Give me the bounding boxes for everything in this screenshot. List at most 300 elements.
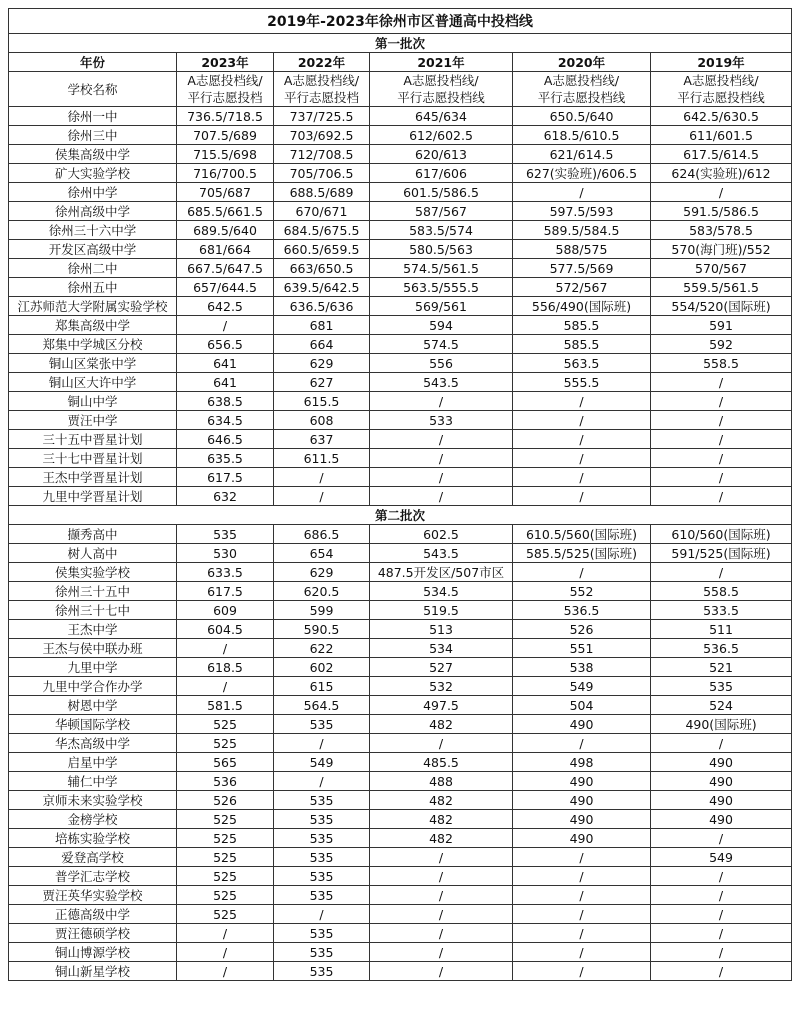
school-name-cell: 铜山区大许中学: [9, 373, 177, 392]
score-cell: /: [177, 316, 274, 335]
score-cell: /: [651, 392, 792, 411]
table-row: [9, 373, 792, 392]
year-column-header: 2019年: [651, 53, 792, 72]
score-cell: 535: [274, 829, 370, 848]
line-type-header: [513, 72, 651, 107]
school-label: 学校名称: [9, 72, 177, 107]
school-name-cell: 铜山博源学校: [9, 943, 177, 962]
score-cell: /: [370, 886, 513, 905]
table-row: [9, 905, 792, 924]
score-cell: /: [513, 563, 651, 582]
score-cell: 716/700.5: [177, 164, 274, 183]
table-row: [9, 601, 792, 620]
score-cell: 689.5/640: [177, 221, 274, 240]
school-name-cell: 金榜学校: [9, 810, 177, 829]
table-row: [9, 468, 792, 487]
table-row: [9, 487, 792, 506]
table-row: [9, 354, 792, 373]
score-cell: 681: [274, 316, 370, 335]
score-cell: 490: [513, 715, 651, 734]
school-name-cell: 开发区高级中学: [9, 240, 177, 259]
school-name-cell: 培栋实验学校: [9, 829, 177, 848]
score-cell: /: [513, 962, 651, 981]
school-name-cell: 京师未来实验学校: [9, 791, 177, 810]
score-cell: 535: [274, 943, 370, 962]
school-name-cell: 九里中学合作办学: [9, 677, 177, 696]
score-cell: 685.5/661.5: [177, 202, 274, 221]
school-name-cell: 徐州二中: [9, 259, 177, 278]
score-cell: 660.5/659.5: [274, 240, 370, 259]
score-cell: 554/520(国际班): [651, 297, 792, 316]
school-name-cell: 九里中学: [9, 658, 177, 677]
line-type-a: A志愿投档线/: [283, 73, 360, 88]
school-name-cell: 郑集中学城区分校: [9, 335, 177, 354]
score-cell: 532: [370, 677, 513, 696]
score-cell: /: [370, 943, 513, 962]
score-cell: 485.5: [370, 753, 513, 772]
score-table: [8, 8, 792, 981]
score-cell: 663/650.5: [274, 259, 370, 278]
school-name-cell: 普学汇志学校: [9, 867, 177, 886]
score-cell: 525: [177, 810, 274, 829]
score-cell: 535: [274, 810, 370, 829]
score-cell: 615: [274, 677, 370, 696]
score-cell: /: [651, 430, 792, 449]
line-type-parallel: 平行志愿投档: [187, 90, 263, 105]
score-cell: /: [370, 430, 513, 449]
table-row: [9, 753, 792, 772]
score-cell: 565: [177, 753, 274, 772]
score-cell: 622: [274, 639, 370, 658]
score-cell: 563.5/555.5: [370, 278, 513, 297]
score-cell: 587/567: [370, 202, 513, 221]
score-cell: 705/687: [177, 183, 274, 202]
table-row: [9, 107, 792, 126]
score-cell: 487.5开发区/507市区: [370, 563, 513, 582]
score-cell: 601.5/586.5: [370, 183, 513, 202]
table-row: [9, 335, 792, 354]
table-row: [9, 639, 792, 658]
score-cell: /: [513, 943, 651, 962]
school-name-cell: 侯集高级中学: [9, 145, 177, 164]
school-name-cell: 撷秀高中: [9, 525, 177, 544]
school-name-cell: 九里中学晋星计划: [9, 487, 177, 506]
score-cell: /: [651, 411, 792, 430]
score-cell: 526: [177, 791, 274, 810]
score-cell: /: [651, 563, 792, 582]
score-cell: 497.5: [370, 696, 513, 715]
year-column-header: 2022年: [274, 53, 370, 72]
score-cell: /: [513, 392, 651, 411]
score-cell: 707.5/689: [177, 126, 274, 145]
table-row: [9, 449, 792, 468]
score-cell: 535: [651, 677, 792, 696]
line-type-parallel: 平行志愿投档: [283, 90, 359, 105]
score-cell: /: [274, 468, 370, 487]
score-cell: /: [513, 905, 651, 924]
score-cell: 642.5/630.5: [651, 107, 792, 126]
score-cell: 618.5/610.5: [513, 126, 651, 145]
score-cell: 620.5: [274, 582, 370, 601]
table-row: [9, 924, 792, 943]
score-cell: /: [651, 183, 792, 202]
score-cell: /: [513, 886, 651, 905]
score-cell: 715.5/698: [177, 145, 274, 164]
score-cell: 611/601.5: [651, 126, 792, 145]
score-cell: 670/671: [274, 202, 370, 221]
table-row: [9, 525, 792, 544]
subheader-row: [9, 72, 792, 107]
table-row: [9, 316, 792, 335]
table-row: [9, 126, 792, 145]
score-cell: 538: [513, 658, 651, 677]
score-cell: 490: [513, 772, 651, 791]
school-name-cell: 徐州一中: [9, 107, 177, 126]
score-cell: 559.5/561.5: [651, 278, 792, 297]
score-cell: 611.5: [274, 449, 370, 468]
score-cell: 610/560(国际班): [651, 525, 792, 544]
table-row: [9, 734, 792, 753]
score-cell: 527: [370, 658, 513, 677]
table-row: [9, 183, 792, 202]
score-cell: 681/664: [177, 240, 274, 259]
school-name-cell: 铜山新星学校: [9, 962, 177, 981]
score-cell: /: [651, 924, 792, 943]
year-label: 年份: [9, 53, 177, 72]
line-type-a: A志愿投档线/: [187, 73, 263, 88]
table-row: [9, 411, 792, 430]
line-type-header: [370, 72, 513, 107]
score-cell: 526: [513, 620, 651, 639]
score-cell: 549: [274, 753, 370, 772]
score-cell: 580.5/563: [370, 240, 513, 259]
batch1-header: [9, 34, 792, 53]
score-cell: /: [651, 886, 792, 905]
batch2-header-label: 第二批次: [9, 506, 792, 525]
line-type-parallel: 平行志愿投档线: [537, 90, 626, 105]
school-name-cell: 树人高中: [9, 544, 177, 563]
score-cell: 535: [274, 924, 370, 943]
score-cell: 590.5: [274, 620, 370, 639]
line-type-a: A志愿投档线/: [543, 73, 620, 88]
table-row: [9, 202, 792, 221]
school-name-cell: 贾汪德硕学校: [9, 924, 177, 943]
score-cell: 585.5: [513, 335, 651, 354]
score-cell: /: [651, 734, 792, 753]
table-title: 2019年-2023年徐州市区普通高中投档线: [9, 9, 792, 34]
score-cell: /: [513, 183, 651, 202]
school-name-cell: 华杰高级中学: [9, 734, 177, 753]
school-name-cell: 江苏师范大学附属实验学校: [9, 297, 177, 316]
score-cell: 490: [513, 829, 651, 848]
score-cell: 602: [274, 658, 370, 677]
school-name-cell: 徐州三中: [9, 126, 177, 145]
score-cell: 591/525(国际班): [651, 544, 792, 563]
school-name-cell: 王杰中学晋星计划: [9, 468, 177, 487]
score-cell: 535: [274, 962, 370, 981]
score-cell: 556/490(国际班): [513, 297, 651, 316]
table-row: [9, 696, 792, 715]
score-cell: 608: [274, 411, 370, 430]
score-cell: 632: [177, 487, 274, 506]
score-cell: 534: [370, 639, 513, 658]
school-name-cell: 徐州五中: [9, 278, 177, 297]
score-cell: 654: [274, 544, 370, 563]
score-cell: 525: [177, 905, 274, 924]
score-cell: 627(实验班)/606.5: [513, 164, 651, 183]
score-cell: 570/567: [651, 259, 792, 278]
score-cell: 556: [370, 354, 513, 373]
table-row: [9, 221, 792, 240]
table-row: [9, 791, 792, 810]
score-cell: /: [274, 772, 370, 791]
score-cell: 705/706.5: [274, 164, 370, 183]
score-cell: 641: [177, 373, 274, 392]
score-cell: 535: [177, 525, 274, 544]
table-row: [9, 164, 792, 183]
year-column-header: 2023年: [177, 53, 274, 72]
score-cell: 635.5: [177, 449, 274, 468]
score-cell: 552: [513, 582, 651, 601]
school-name-cell: 三十七中晋星计划: [9, 449, 177, 468]
school-name-cell: 王杰与侯中联办班: [9, 639, 177, 658]
table-row: [9, 848, 792, 867]
score-cell: /: [513, 867, 651, 886]
score-cell: 535: [274, 886, 370, 905]
score-cell: /: [513, 468, 651, 487]
score-cell: /: [177, 677, 274, 696]
line-type-parallel: 平行志愿投档线: [397, 90, 485, 105]
score-cell: /: [370, 848, 513, 867]
score-cell: 558.5: [651, 582, 792, 601]
score-cell: 615.5: [274, 392, 370, 411]
table-row: [9, 677, 792, 696]
school-name-cell: 徐州三十五中: [9, 582, 177, 601]
line-type-a: A志愿投档线/: [683, 73, 759, 88]
score-cell: /: [513, 924, 651, 943]
score-cell: 617.5: [177, 582, 274, 601]
school-name-cell: 侯集实验学校: [9, 563, 177, 582]
score-cell: 549: [513, 677, 651, 696]
score-cell: /: [370, 487, 513, 506]
score-cell: /: [370, 449, 513, 468]
score-cell: 591: [651, 316, 792, 335]
score-cell: 633.5: [177, 563, 274, 582]
score-cell: 482: [370, 829, 513, 848]
score-cell: 737/725.5: [274, 107, 370, 126]
score-cell: /: [513, 734, 651, 753]
school-name-cell: 徐州三十七中: [9, 601, 177, 620]
table-row: [9, 544, 792, 563]
score-cell: 504: [513, 696, 651, 715]
school-name-cell: 徐州三十六中学: [9, 221, 177, 240]
table-body: [9, 34, 792, 981]
score-cell: 482: [370, 791, 513, 810]
score-cell: 581.5: [177, 696, 274, 715]
score-cell: 604.5: [177, 620, 274, 639]
score-cell: 490(国际班): [651, 715, 792, 734]
score-cell: 585.5: [513, 316, 651, 335]
table-row: [9, 620, 792, 639]
score-cell: 646.5: [177, 430, 274, 449]
score-cell: 656.5: [177, 335, 274, 354]
table-row: [9, 829, 792, 848]
score-cell: 521: [651, 658, 792, 677]
score-cell: 482: [370, 715, 513, 734]
table-row: [9, 943, 792, 962]
score-cell: /: [370, 468, 513, 487]
score-cell: 637: [274, 430, 370, 449]
score-cell: 498: [513, 753, 651, 772]
year-header-row: [9, 53, 792, 72]
score-cell: /: [370, 905, 513, 924]
score-cell: 555.5: [513, 373, 651, 392]
year-column-header: 2021年: [370, 53, 513, 72]
score-cell: 570(海门班)/552: [651, 240, 792, 259]
table-row: [9, 772, 792, 791]
score-cell: /: [370, 962, 513, 981]
school-name-cell: 贾汪中学: [9, 411, 177, 430]
batch1-header-label: 第一批次: [9, 34, 792, 53]
score-cell: 525: [177, 867, 274, 886]
score-cell: 688.5/689: [274, 183, 370, 202]
table-row: [9, 962, 792, 981]
school-name-cell: 铜山中学: [9, 392, 177, 411]
batch2-header: [9, 506, 792, 525]
score-cell: 513: [370, 620, 513, 639]
score-cell: 712/708.5: [274, 145, 370, 164]
score-cell: 621/614.5: [513, 145, 651, 164]
score-cell: 543.5: [370, 544, 513, 563]
score-cell: 583.5/574: [370, 221, 513, 240]
score-cell: 629: [274, 354, 370, 373]
score-cell: /: [177, 639, 274, 658]
score-cell: /: [370, 924, 513, 943]
score-cell: 543.5: [370, 373, 513, 392]
school-name-cell: 启星中学: [9, 753, 177, 772]
score-cell: 634.5: [177, 411, 274, 430]
table-row: [9, 867, 792, 886]
score-cell: /: [651, 943, 792, 962]
score-cell: 592: [651, 335, 792, 354]
score-cell: 525: [177, 848, 274, 867]
score-cell: 490: [513, 810, 651, 829]
score-cell: 572/567: [513, 278, 651, 297]
score-cell: 624(实验班)/612: [651, 164, 792, 183]
score-cell: /: [651, 373, 792, 392]
score-cell: /: [274, 734, 370, 753]
school-name-cell: 贾汪英华实验学校: [9, 886, 177, 905]
score-cell: 536.5: [651, 639, 792, 658]
score-cell: 519.5: [370, 601, 513, 620]
table-row: [9, 392, 792, 411]
score-cell: 536.5: [513, 601, 651, 620]
score-cell: 549: [651, 848, 792, 867]
table-row: [9, 240, 792, 259]
line-type-header: [651, 72, 792, 107]
year-column-header: 2020年: [513, 53, 651, 72]
score-cell: /: [370, 734, 513, 753]
score-cell: 490: [651, 791, 792, 810]
score-cell: 574.5/561.5: [370, 259, 513, 278]
score-cell: 488: [370, 772, 513, 791]
score-cell: /: [513, 449, 651, 468]
score-cell: 490: [651, 810, 792, 829]
table-row: [9, 886, 792, 905]
score-cell: 591.5/586.5: [651, 202, 792, 221]
score-cell: 535: [274, 867, 370, 886]
line-type-a: A志愿投档线/: [403, 73, 479, 88]
score-cell: 629: [274, 563, 370, 582]
score-cell: 535: [274, 848, 370, 867]
score-cell: 686.5: [274, 525, 370, 544]
score-cell: 650.5/640: [513, 107, 651, 126]
score-cell: 636.5/636: [274, 297, 370, 316]
score-cell: 564.5: [274, 696, 370, 715]
score-cell: 511: [651, 620, 792, 639]
score-cell: 551: [513, 639, 651, 658]
score-cell: 617/606: [370, 164, 513, 183]
score-cell: /: [651, 468, 792, 487]
score-cell: 482: [370, 810, 513, 829]
score-cell: 645/634: [370, 107, 513, 126]
score-cell: 627: [274, 373, 370, 392]
score-cell: /: [651, 449, 792, 468]
line-type-header: [274, 72, 370, 107]
score-cell: /: [651, 829, 792, 848]
score-cell: 642.5: [177, 297, 274, 316]
school-name-cell: 郑集高级中学: [9, 316, 177, 335]
score-cell: /: [651, 867, 792, 886]
score-cell: /: [513, 848, 651, 867]
score-cell: /: [177, 943, 274, 962]
school-name-cell: 三十五中晋星计划: [9, 430, 177, 449]
score-cell: 533: [370, 411, 513, 430]
school-name-cell: 铜山区棠张中学: [9, 354, 177, 373]
school-name-cell: 爱登高学校: [9, 848, 177, 867]
school-name-cell: 树恩中学: [9, 696, 177, 715]
score-cell: 530: [177, 544, 274, 563]
score-cell: 577.5/569: [513, 259, 651, 278]
score-cell: 574.5: [370, 335, 513, 354]
table-row: [9, 658, 792, 677]
table-row: [9, 715, 792, 734]
score-cell: 617.5: [177, 468, 274, 487]
table-row: [9, 563, 792, 582]
score-cell: 589.5/584.5: [513, 221, 651, 240]
score-cell: /: [274, 487, 370, 506]
score-cell: 617.5/614.5: [651, 145, 792, 164]
score-cell: 667.5/647.5: [177, 259, 274, 278]
score-cell: /: [370, 867, 513, 886]
line-type-header: [177, 72, 274, 107]
score-cell: /: [370, 392, 513, 411]
score-cell: 525: [177, 734, 274, 753]
score-cell: /: [513, 411, 651, 430]
table-row: [9, 810, 792, 829]
score-cell: 664: [274, 335, 370, 354]
school-name-cell: 辅仁中学: [9, 772, 177, 791]
score-cell: 569/561: [370, 297, 513, 316]
score-cell: /: [651, 905, 792, 924]
school-name-cell: 徐州中学: [9, 183, 177, 202]
score-cell: /: [651, 962, 792, 981]
score-cell: /: [651, 487, 792, 506]
score-cell: 525: [177, 829, 274, 848]
school-name-cell: 王杰中学: [9, 620, 177, 639]
score-cell: 533.5: [651, 601, 792, 620]
score-cell: /: [513, 487, 651, 506]
